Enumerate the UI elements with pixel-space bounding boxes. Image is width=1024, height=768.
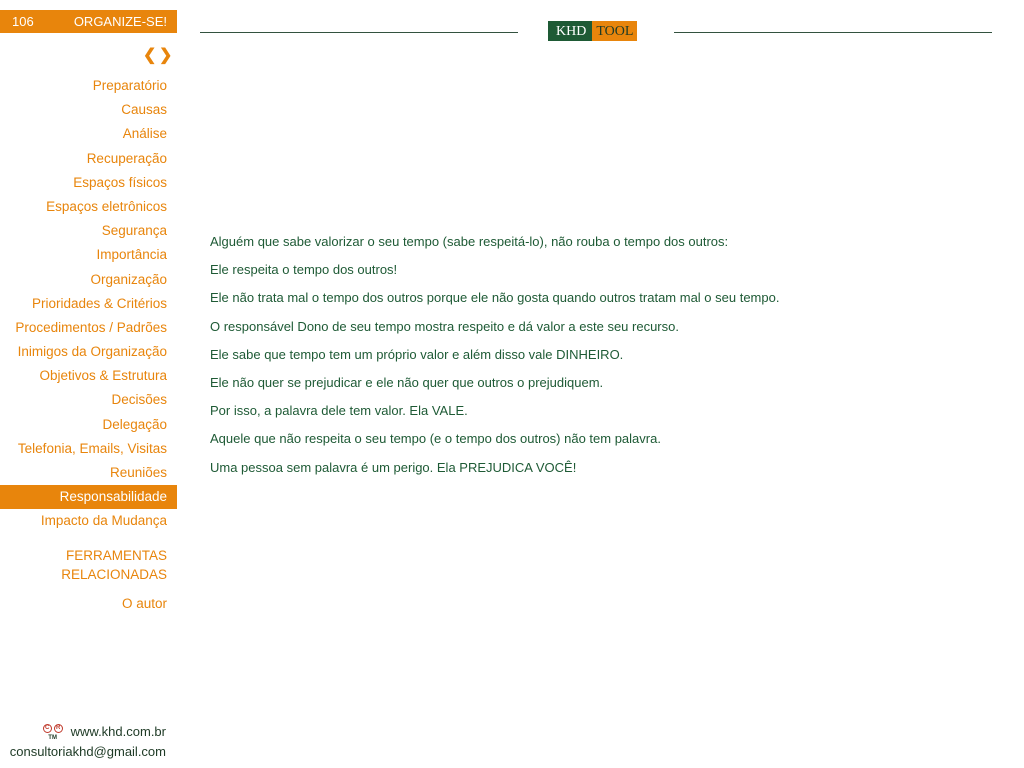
copyright-trademark-icon — [43, 724, 65, 742]
header-divider-left — [200, 32, 518, 33]
website-link[interactable]: www.khd.com.br — [70, 724, 166, 739]
sidebar-item-espacos-eletronicos[interactable]: Espaços eletrônicos — [46, 198, 167, 214]
related-tools-link[interactable] — [0, 546, 167, 584]
content-line: Alguém que sabe valorizar o seu tempo (sabe respeitá-lo), não rouba o tempo dos outros: — [210, 234, 729, 249]
copyright-mark: C — [43, 724, 52, 733]
sidebar-item-recuperacao[interactable]: Recuperação — [86, 150, 167, 166]
related-tools-line1: FERRAMENTAS — [65, 548, 167, 563]
sidebar-item-prioridades[interactable]: Prioridades & Critérios — [31, 295, 167, 311]
sidebar-item-organizacao[interactable]: Organização — [90, 271, 167, 287]
sidebar-item-espacos-fisicos[interactable]: Espaços físicos — [73, 174, 167, 190]
sidebar-item-seguranca[interactable]: Segurança — [101, 223, 167, 239]
main-content — [210, 232, 990, 486]
sidebar-item-decisoes[interactable]: Decisões — [111, 392, 167, 408]
sidebar-item-responsabilidade[interactable]: Responsabilidade — [0, 485, 177, 509]
sidebar-item-reunioes[interactable]: Reuniões — [109, 465, 167, 480]
sidebar-item-importancia[interactable]: Importância — [96, 247, 167, 263]
header-divider-right — [674, 32, 992, 33]
header-bar — [0, 10, 177, 33]
pager — [140, 46, 173, 66]
next-page-icon[interactable]: ❯ — [159, 47, 173, 64]
content-line: Por isso, a palavra dele tem valor. Ela VALE. — [210, 403, 468, 419]
sidebar-item-causas[interactable]: Causas — [121, 102, 167, 118]
content-line: Ele respeita o tempo dos outros! — [210, 262, 398, 278]
page-title: ORGANIZE-SE! — [73, 14, 167, 29]
sidebar-item-delegacao[interactable]: Delegação — [102, 416, 167, 432]
content-line: Ele sabe que tempo tem um próprio valor e além disso vale DINHEIRO. — [210, 346, 624, 362]
footer-website-row — [0, 722, 166, 742]
trademark-mark: TM — [48, 734, 57, 741]
content-line: Uma pessoa sem palavra é um perigo. Ela PREJUDICA VOCÊ! — [210, 459, 577, 475]
author-link[interactable]: O autor — [121, 596, 167, 611]
sidebar-item-inimigos[interactable]: Inimigos da Organização — [17, 344, 167, 360]
content-line: Aquele que não respeita o seu tempo (e o tempo dos outros) não tem palavra. — [210, 431, 661, 447]
registered-mark: R — [54, 724, 63, 733]
sidebar-item-impacto[interactable]: Impacto da Mudança — [40, 513, 167, 529]
sidebar-item-telefonia[interactable]: Telefonia, Emails, Visitas — [17, 440, 167, 456]
email-link[interactable]: consultoriakhd@gmail.com — [9, 744, 166, 759]
footer — [0, 722, 166, 762]
page-number: 106 — [12, 14, 34, 29]
logo-tool: TOOL — [592, 21, 637, 41]
sidebar-item-objetivos[interactable]: Objetivos & Estrutura — [39, 368, 167, 384]
logo-khd: KHD — [548, 21, 592, 41]
content-line: Ele não trata mal o tempo dos outros porque ele não gosta quando outros tratam mal o seu tempo. — [210, 290, 780, 306]
sidebar-item-analise[interactable]: Análise — [122, 126, 167, 142]
related-tools-line2: RELACIONADAS — [61, 567, 167, 582]
previous-page-icon[interactable]: ❮ — [143, 47, 157, 64]
sidebar-nav — [0, 74, 177, 534]
sidebar-item-procedimentos[interactable]: Procedimentos / Padrões — [15, 319, 167, 335]
content-line: Ele não quer se prejudicar e ele não quer que outros o prejudiquem. — [210, 374, 604, 390]
khd-tool-logo — [548, 21, 637, 41]
content-line: O responsável Dono de seu tempo mostra respeito e dá valor a este seu recurso. — [210, 318, 679, 334]
sidebar-item-preparatorio[interactable]: Preparatório — [92, 78, 167, 93]
